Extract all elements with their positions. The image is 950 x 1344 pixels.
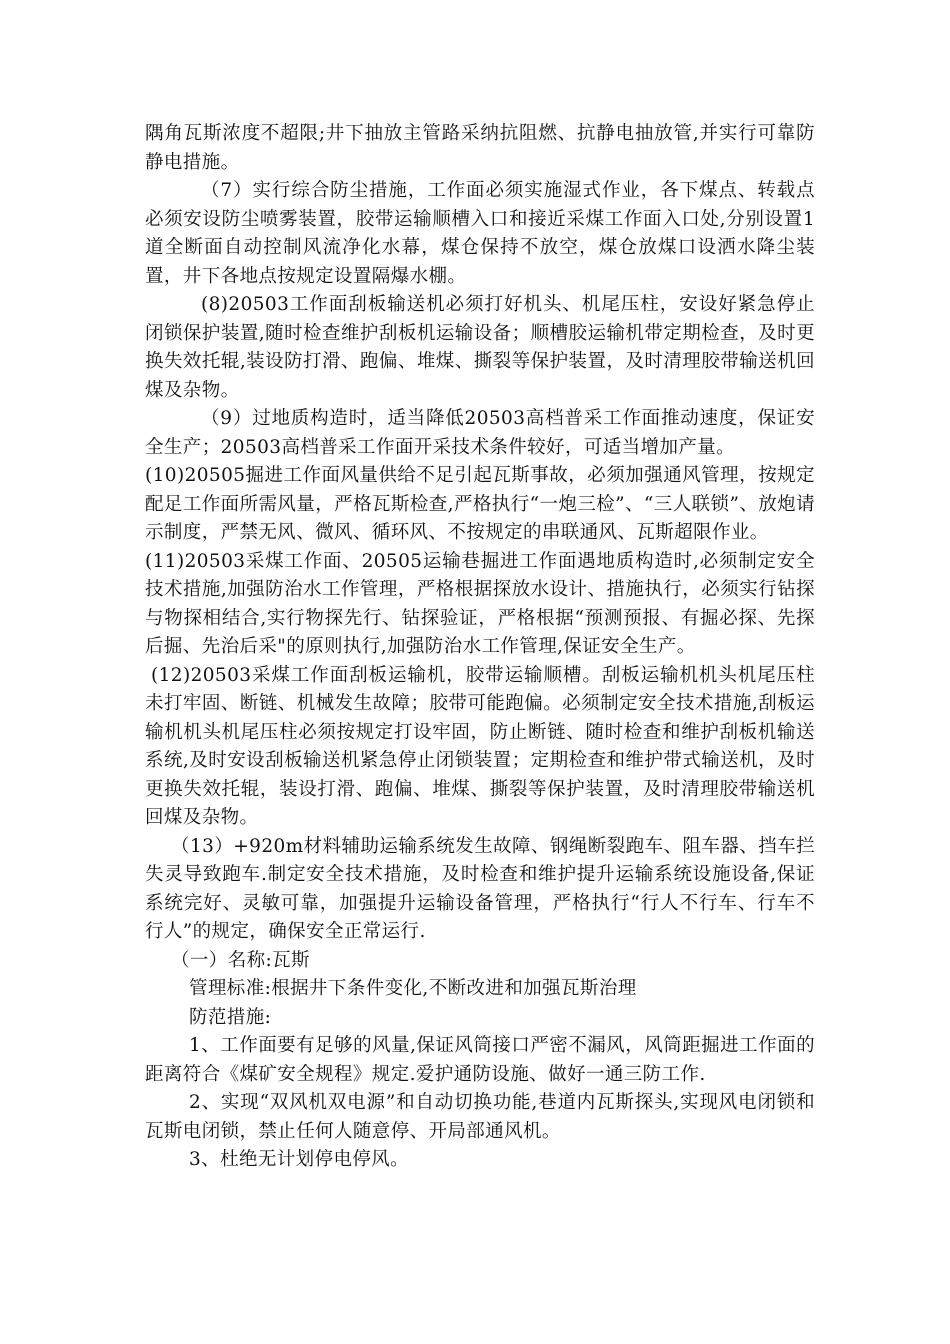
document-page bbox=[145, 120, 815, 1175]
paragraph-item-9-geological-structure: （9）过地质构造时，适当降低20503高档普采工作面推动速度，保证安全生产；20503高档普采工作面开采技术条件较好，可适当增加产量。 bbox=[145, 408, 815, 458]
paragraph-item-13-auxiliary-transport: （13）+920m材料辅助运输系统发生故障、钢绳断裂跑车、阻车器、挡车拦失灵导致跑车.制定安全技术措施，及时检查和维护提升运输系统设施设备,保证系统完好、灵敏可靠，加强提升运输设备管理，严格执行“行人不行车、行车不行人”的规定，确保安全正常运行. bbox=[145, 835, 815, 942]
paragraph-item-8-scraper-conveyor: (8)20503工作面刮板输送机必须打好机头、机尾压柱，安设好紧急停止闭锁保护装置,随时检查维护刮板机运输设备；顺槽胶运输机带定期检查，及时更换失效托辊,装设防打滑、跑偏、堆煤、撕裂等保护装置，及时清理胶带输送机回煤及杂物。 bbox=[145, 294, 815, 401]
measure-item-3: 3、杜绝无计划停电停风。 bbox=[189, 1149, 410, 1170]
management-standard: 管理标准:根据井下条件变化,不断改进和加强瓦斯治理 bbox=[189, 978, 637, 999]
paragraph-gas-drainage: 隅角瓦斯浓度不超限;井下抽放主管路采纳抗阻燃、抗静电抽放管,并实行可靠防静电措施。 bbox=[145, 123, 815, 173]
paragraph-item-12-conveyor-safety: (12)20503采煤工作面刮板运输机，胶带运输顺槽。刮板运输机机头机尾压柱未打牢固、断链、机械发生故障；胶带可能跑偏。必须制定安全技术措施,刮板运输机机头机尾压柱必须按规定打设牢固，防止断链、随时检查和维护刮板机输送系统,及时安设刮板输送机紧急停止闭锁装置；定期检查和维护带式输送机，及时更换失效托辊，装设打滑、跑偏、堆煤、撕裂等保护装置，及时清理胶带输送机回煤及杂物。 bbox=[145, 664, 815, 828]
prevention-measures-label: 防范措施: bbox=[189, 1006, 272, 1028]
paragraph-item-7-dust-control: （7）实行综合防尘措施，工作面必须实施湿式作业，各下煤点、转载点必须安设防尘喷雾装置，胶带运输顺槽入口和接近采煤工作面入口处,分别设置1道全断面自动控制风流净化水幕，煤仓保持不放空，煤仓放煤口设洒水降尘装置，井下各地点按规定设置隔爆水棚。 bbox=[145, 180, 815, 287]
measure-item-2: 2、实现“双风机双电源”和自动切换功能,巷道内瓦斯探头,实现风电闭锁和瓦斯电闭锁，禁止任何人随意停、开局部通风机。 bbox=[145, 1092, 815, 1142]
section-heading-gas: （一）名称:瓦斯 bbox=[171, 949, 310, 971]
paragraph-item-10-ventilation: (10)20505掘进工作面风量供给不足引起瓦斯事故，必须加强通风管理，按规定配足工作面所需风量，严格瓦斯检查,严格执行“一炮三检”、“三人联锁”、放炮请示制度，严禁无风、微风、循环风、不按规定的串联通风、瓦斯超限作业。 bbox=[145, 465, 815, 543]
paragraph-item-11-water-control: (11)20503采煤工作面、20505运输巷掘进工作面遇地质构造时,必须制定安全技术措施,加强防治水工作管理，严格根据探放水设计、措施执行，必须实行钻探与物探相结合,实行物探先行、钻探验证，严格根据“预测预报、有掘必探、先探后掘、先治后采"的原则执行,加强防治水工作管理,保证安全生产。 bbox=[145, 550, 815, 657]
measure-item-1: 1、工作面要有足够的风量,保证风筒接口严密不漏风，风筒距掘进工作面的距离符合《煤矿安全规程》规定.爱护通防设施、做好一通三防工作. bbox=[145, 1035, 815, 1085]
